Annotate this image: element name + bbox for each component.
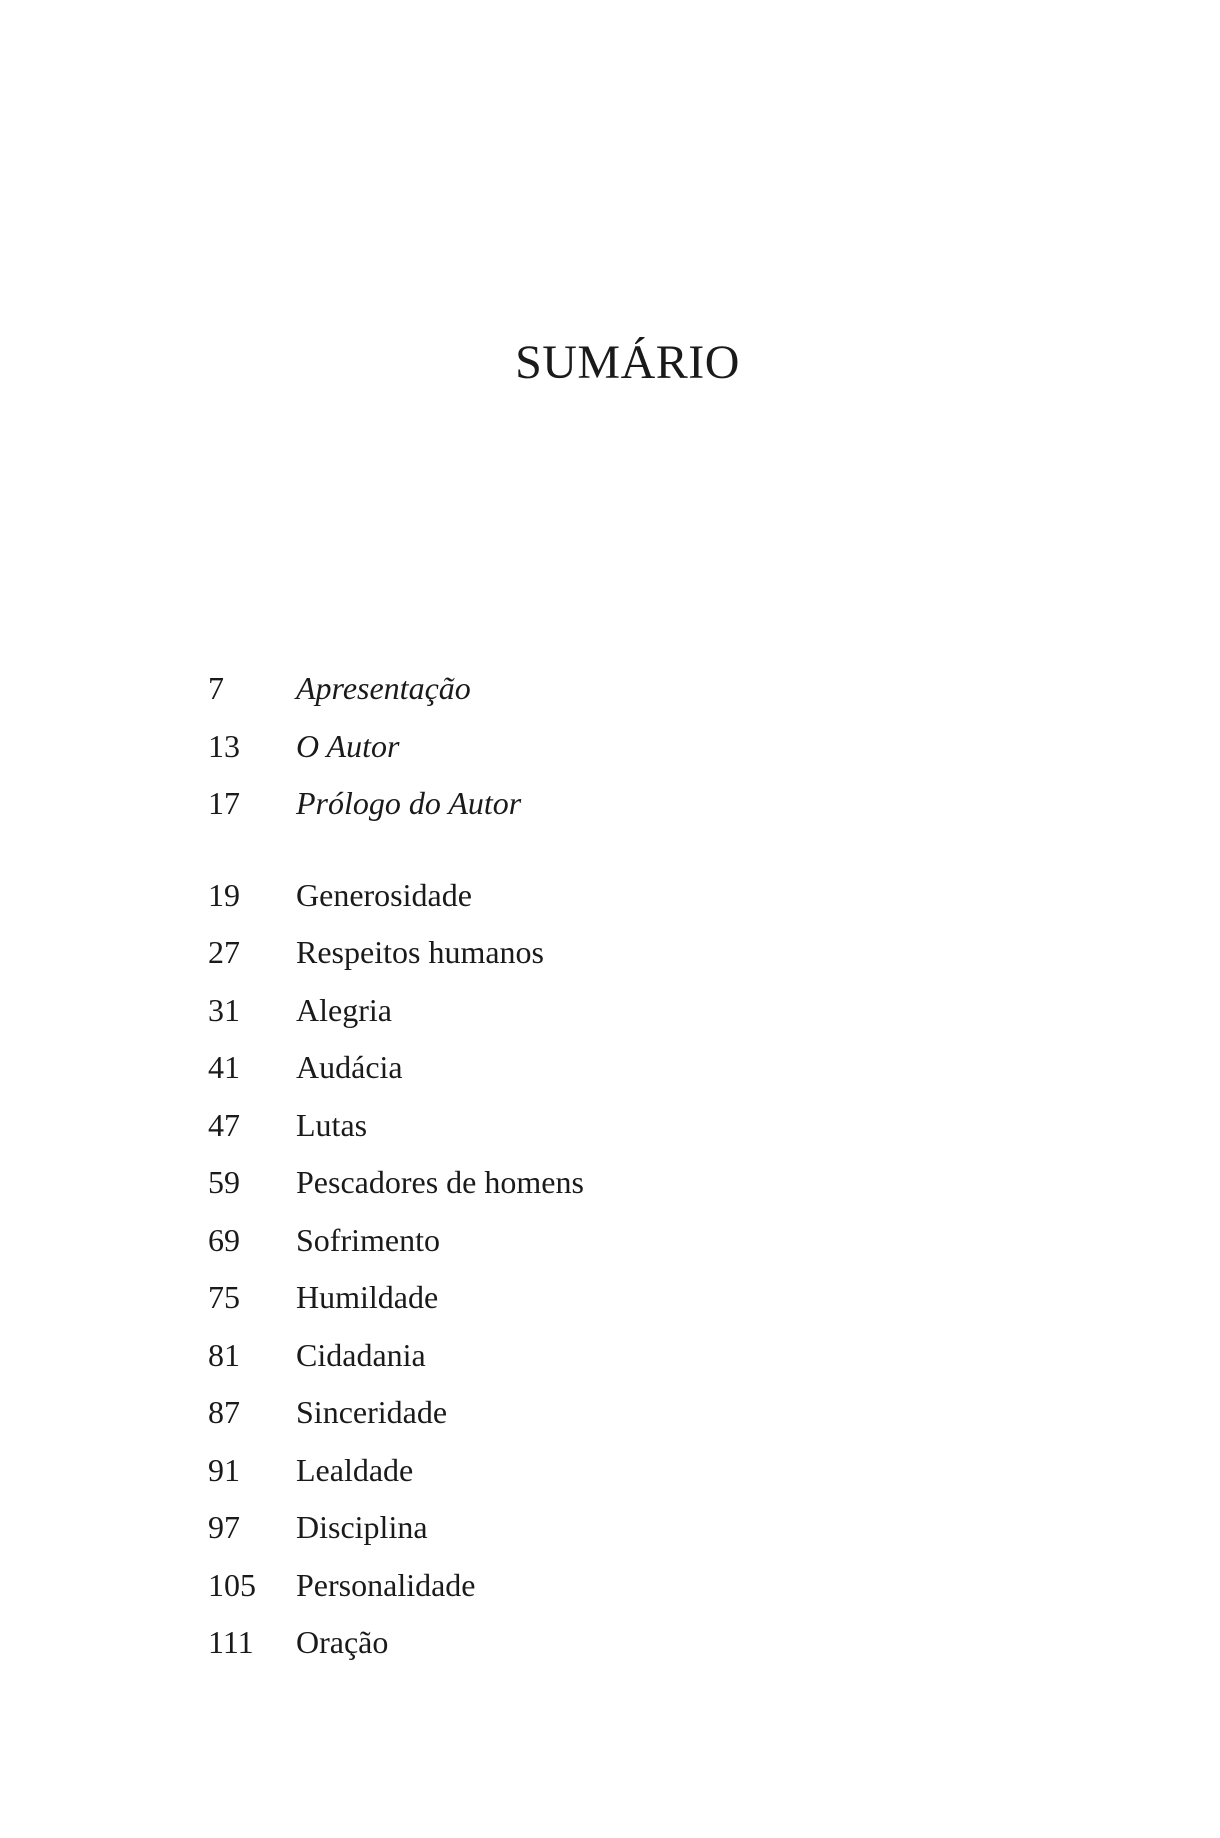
toc-entry (208, 1450, 584, 1508)
toc-entry (208, 1622, 584, 1680)
toc-page-number: 17 (208, 785, 240, 821)
toc-page-number: 87 (208, 1394, 240, 1430)
toc-entry (208, 875, 584, 933)
toc-entry (208, 668, 584, 726)
toc-entry (208, 783, 584, 841)
toc-entry-title: Sinceridade (296, 1394, 448, 1430)
toc-entry-title: O Autor (296, 727, 400, 764)
toc-entry (208, 1507, 584, 1565)
toc-page-number: 75 (208, 1279, 240, 1315)
toc-page-number: 97 (208, 1509, 240, 1545)
toc-entry-title: Lutas (296, 1106, 368, 1143)
toc-entry (208, 1220, 584, 1278)
toc-page-number: 47 (208, 1106, 240, 1143)
toc-entry (208, 726, 584, 784)
toc-entry-title: Respeitos humanos (296, 934, 544, 970)
toc-page-number: 27 (208, 934, 240, 970)
toc-page-number: 81 (208, 1336, 240, 1373)
toc-entry-title: Lealdade (296, 1451, 414, 1488)
toc-entry (208, 932, 584, 990)
toc-entry-title: Disciplina (296, 1509, 428, 1545)
toc-chapters (208, 875, 584, 1680)
toc-page-number: 69 (208, 1221, 240, 1258)
toc-entry-title: Cidadania (296, 1336, 426, 1373)
toc-entry-title: Humildade (296, 1279, 439, 1315)
toc-page-number: 7 (208, 670, 224, 706)
toc-entry-title: Oração (296, 1624, 389, 1660)
toc-entry (208, 1105, 584, 1163)
toc-page-number: 91 (208, 1451, 240, 1488)
toc-page-number: 13 (208, 727, 240, 764)
toc-entry (208, 1047, 584, 1105)
toc-entry-title: Audácia (296, 1049, 403, 1085)
toc-page-number: 105 (208, 1566, 256, 1603)
toc-entry-title: Prólogo do Autor (296, 785, 522, 821)
toc-entry (208, 1335, 584, 1393)
toc-front-matter (208, 668, 584, 841)
toc-entry (208, 1162, 584, 1220)
toc-page-number: 19 (208, 876, 240, 913)
toc-page-number: 41 (208, 1049, 240, 1085)
toc-entry (208, 1392, 584, 1450)
toc-entry (208, 1277, 584, 1335)
toc-entry-title: Sofrimento (296, 1221, 440, 1258)
toc-page-number: 31 (208, 991, 240, 1028)
toc-entry-title: Personalidade (296, 1566, 476, 1603)
toc-entry (208, 1565, 584, 1623)
toc-entry-title: Alegria (296, 991, 392, 1028)
toc-page-number: 59 (208, 1164, 240, 1200)
toc-entry (208, 990, 584, 1048)
toc-entry-title: Pescadores de homens (296, 1164, 584, 1200)
toc-entry-title: Apresentação (296, 670, 471, 706)
toc-page-number: 111 (208, 1624, 254, 1660)
page-title: SUMÁRIO (515, 336, 740, 389)
table-of-contents (208, 668, 584, 1680)
toc-entry-title: Generosidade (296, 876, 472, 913)
